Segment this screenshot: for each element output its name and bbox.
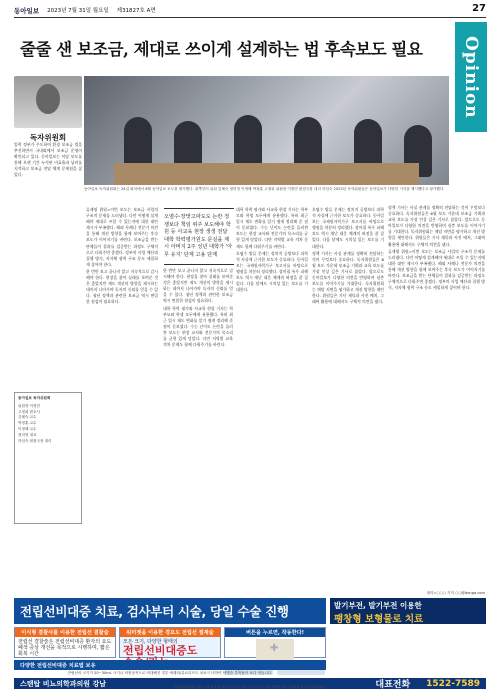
profile-line: 이정혜 교수 xyxy=(18,426,37,431)
opinion-section-label: Opinion xyxy=(455,22,487,132)
ad-panel-title: 이식형 결찰사를 이용한 전립선 결찰술 xyxy=(15,628,115,637)
ad-panel-title: 워터젯을 이용한 경요도 전립선 절제술 xyxy=(120,628,220,637)
ad-panel-implant xyxy=(224,627,326,658)
page-number: 27 xyxy=(472,3,486,14)
newspaper-logo: 동아일보 xyxy=(14,6,40,15)
article-headline: 줄줄 샌 보조금, 제대로 쓰이게 설계하는 법 후속보도 필요 xyxy=(20,40,423,59)
photo-caption: 동아일보 독자위원회는 24일 회의에서 6월 동아일보 보도를 평가했다. 왼쪽부터 위원 김혜숙 정미영 이정혜 박정훈 고정희 위원장 이정민 편집국장 대리 하임숙 2023년 독자위원들은 동아일보가 다양한 시각을 제시했다고 평가했다. xyxy=(84,187,445,191)
issue-section: 제31827호 A면 xyxy=(116,8,156,14)
article-column-6: 정책 기사는 사실 관계를 정확히 전달하는 것이 무엇보다 중요하다. 독자위원들은 6월 보도 가운데 보조금 기획과 교육 보도를 가장 인상 깊은 기사로 꼽았다. 앞으로도 동아일보가 다양한 의견을 반영하며 심층 보도를 이어가기를 기대한다. 독자위원회는 매달 지면을 평가하고 개선 방향을 제안한다. 위원들은 기사 제목과 사진 배치, 그래픽 활용에 대해서도 구체적 의견을 냈다. 류재영 위원=이번 보도는 보조금 사업의 구조적 문제를 드러냈다. 다만 어떻게 설계해야 제대로 쓰일 수 있는지에 대한 대안 제시가 부족했다. 해외 사례나 전문가 의견을 통해 개선 방향을 함께 보여주는 후속 보도가 이어지기를 바란다. 보조금을 받는 단체들이 결과를 검증받는 과정도 구체적으로 다뤄주면 좋겠다. 정부의 사업 예산과 집행 방식, 지자체 협력 구조 등도 세밀하게 짚어야 한다. xyxy=(388,205,485,291)
ad-feature-bar: 다양한 전립선비대증 치료법 보유 xyxy=(14,660,326,670)
ad-headline-right-line1: 발기부전, 발기부전 이용한 xyxy=(334,601,422,610)
page-header xyxy=(14,4,486,16)
clinic-name: 스탠탑 비뇨의학과의원 강남 xyxy=(20,679,107,688)
author-photo xyxy=(14,76,82,128)
profile-title: 동아일보 독자위원회 xyxy=(18,396,51,400)
ad-feature-sub: 전립선의 크기가 20~30mL 크기나 비정상적으로 비대해진 경우 에레라/유로리프트 치료시 비하여 합병증 부작용이 보다 적습니다. xyxy=(67,671,273,675)
ad-panel-title: 버튼을 누르면, 작동한다! xyxy=(225,628,325,637)
phone-label: 대표전화 xyxy=(375,680,411,690)
meeting-table xyxy=(114,163,419,185)
profile-line: 정미영 대표 xyxy=(18,432,37,437)
author-block xyxy=(14,76,82,143)
header-rule xyxy=(14,17,486,18)
profile-line: 하임숙 편집국장 대리 xyxy=(18,438,52,443)
article-photo xyxy=(84,76,449,185)
ad-footnote: *환자분의 상태에 따라 시술 효과 및 부작용 차이가 있을 수 있습니다. 개인 상황에 따라 전문의와 상담 후 결정하세요. xyxy=(173,685,327,689)
ad-panel-body: 전립선 결찰술은 전립선비대증 환자의 요도폐색 증상 개선을 목적으로 시행하며, 짧은 회복 시간 xyxy=(18,639,112,657)
ad-panel-ligation xyxy=(14,627,116,658)
ad-panel-text: 모든 크기, 다양한 형태의 xyxy=(123,639,178,645)
ad-headline-left: 전립선비대증 치료, 검사부터 시술, 당일 수술 진행 xyxy=(14,598,326,624)
profile-line: 박정훈 교수 xyxy=(18,421,37,426)
issue-date: 2023년 7월 31일 월요일 xyxy=(47,8,109,14)
article-column-5: 오염수 방류 문제는 정치적 공방보다 과학적 사실에 근거한 보도가 중요하다. 동아일보는 국제원자력기구 보고서를 바탕으로 쟁점을 차분히 정리했다. 장마철 폭우 피해 보도 역시 재난 대응 체계의 허점을 잘 짚었다. 다음 달에도 시의성 있는 보도를 기대한다. 정책 기사는 사실 관계를 정확히 전달하는 것이 무엇보다 중요하다. 독자위원들은 6월 보도 가운데 보조금 기획과 교육 보도를 가장 인상 깊은 기사로 꼽았다. 앞으로도 동아일보가 다양한 의견을 반영하며 심층 보도를 이어가기를 기대한다. 독자위원회는 매달 지면을 평가하고 개선 방향을 제안한다. 위원들은 기사 제목과 사진 배치, 그래픽 활용에 대해서도 구체적 의견을 냈다. xyxy=(312,207,384,305)
author-name: 독자위원회 xyxy=(29,133,67,142)
profile-line: 김혜숙 교수 xyxy=(18,415,37,420)
article-column-2: 류재영 위원=이번 보도는 보조금 사업의 구조적 문제를 드러냈다. 다만 어떻게 설계해야 제대로 쓰일 수 있는지에 대한 대안 제시가 부족했다. 해외 사례나 전문가 의견을 통해 개선 방향을 함께 보여주는 후속 보도가 이어지기를 바란다. 보조금을 받는 단체들이 결과를 검증받는 과정도 구체적으로 다뤄주면 좋겠다. 정부의 사업 예산과 집행 방식, 지자체 협력 구조 등도 세밀하게 짚어야 한다. 한 번만 보고 끝나지 않고 지속적으로 감시해야 한다. 현장을 찾아 실태를 보여준 것은 좋았지만 제도 개선의 방향을 제시하는 데까지 나아가야 독자의 신뢰를 얻을 수 있다. 청년 정책과 관련한 보조금 역시 면밀한 점검이 필요하다. xyxy=(86,207,158,305)
ad-panel-waterjet xyxy=(119,627,221,658)
pull-quote: 오염수·장맛고파도도 논란 정쟁보다 책임 위주 보도해야 학원 등 사교육 현장 생생 전달 대학 학력평가원도 문실을 제시 아버지 2주 성년 대학가 '아무 유지' 단계 고용 단계 xyxy=(164,208,234,265)
profile-line: 고정희 변호사 xyxy=(18,409,40,414)
phone-number[interactable]: 1522-7589 xyxy=(426,678,480,689)
ad-headline-right-line2: 팽창형 보형물로 치료 xyxy=(334,614,424,625)
committee-profile-box xyxy=(14,392,82,524)
implant-image xyxy=(256,639,294,661)
advertisement xyxy=(14,598,486,688)
ad-headline-right xyxy=(330,598,486,624)
profile-line: 위원장 이정민 xyxy=(18,403,40,408)
ad-panel-emphasis: 전립선비대증도 xyxy=(123,644,198,657)
reporter-email: 정리=○○○ 기자 ○○@donga.com xyxy=(426,591,485,595)
article-column-3: 한 번만 보고 끝나지 않고 지속적으로 감시해야 한다. 현장을 찾아 실태를 보여준 것은 좋았지만 제도 개선의 방향을 제시하는 데까지 나아가야 독자의 신뢰를 얻을 수 있다. 청년 정책과 관련한 보조금 역시 면밀한 점검이 필요하다. 대학 학력 평가와 사교육 현장 기사는 학부모와 학생 모두에게 유용했다. 특히 최근 입시 제도 변화를 알기 쉽게 정리해 준 점이 돋보였다. 수능 난이도 논란을 둘러싼 보도는 현장 교사와 전문가의 목소리를 균형 있게 담았다. 다만 지역별 교육 격차 문제도 함께 다뤄주기를 바란다. xyxy=(163,268,233,348)
article-column-4: 대학 학력 평가와 사교육 현장 기사는 학부모와 학생 모두에게 유용했다. 특히 최근 입시 제도 변화를 알기 쉽게 정리해 준 점이 돋보였다. 수능 난이도 논란을 둘러싼 보도는 현장 교사와 전문가의 목소리를 균형 있게 담았다. 다만 지역별 교육 격차 문제도 함께 다뤄주기를 바란다. 오염수 방류 문제는 정치적 공방보다 과학적 사실에 근거한 보도가 중요하다. 동아일보는 국제원자력기구 보고서를 바탕으로 쟁점을 차분히 정리했다. 장마철 폭우 피해 보도 역시 재난 대응 체계의 허점을 잘 짚었다. 다음 달에도 시의성 있는 보도를 기대한다. xyxy=(236,207,308,293)
article-column-1: 입력 정부가 주도하여 환경 보조금 법을 추진하면서 국내외에서 보조금 운영이 확인되고 있다. 동아일보는 이달 보도를 통해 오랜 기간 누적된 비효율과 낭비를 지적하고 보조금 전달 체계 문제점을 짚었다. xyxy=(14,142,82,178)
